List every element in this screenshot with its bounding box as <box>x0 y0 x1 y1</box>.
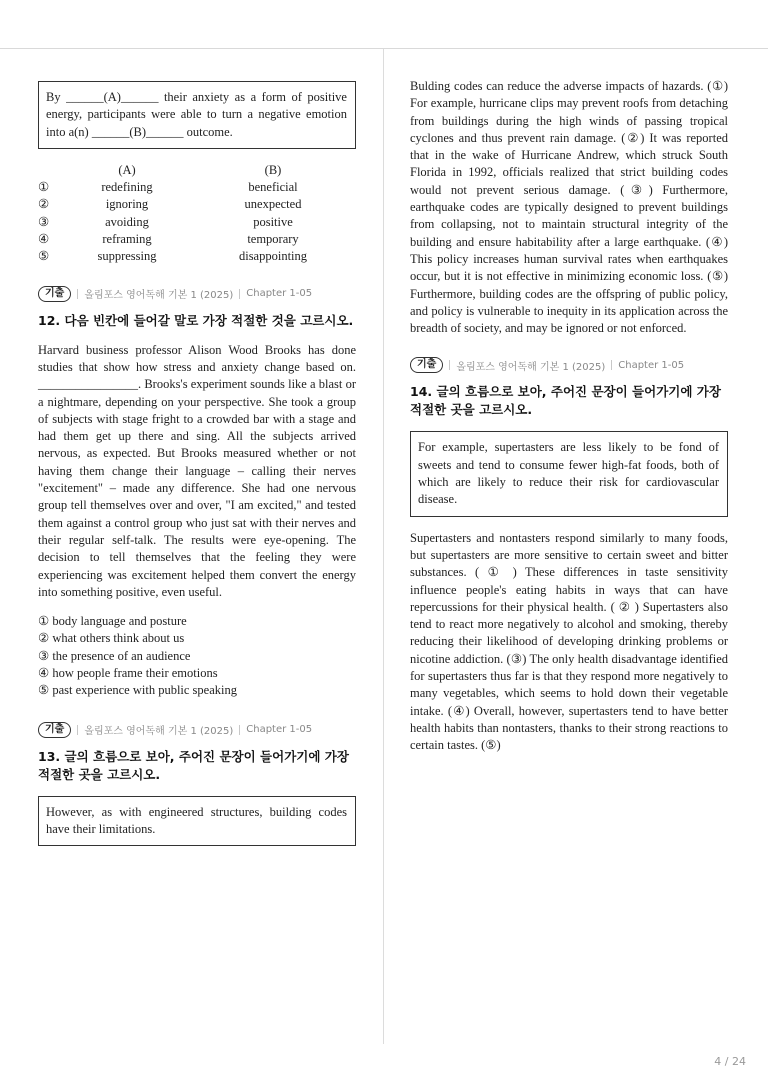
option-a: suppressing <box>97 249 157 264</box>
option-b: unexpected <box>244 197 302 212</box>
choice-item[interactable]: ① body language and posture <box>38 614 187 629</box>
column-divider <box>383 49 384 1044</box>
q13-source-tag <box>38 722 356 738</box>
source-chapter: Chapter 1-05 <box>246 288 313 300</box>
header-a: (A) <box>118 162 136 177</box>
option-a: reframing <box>102 232 152 247</box>
option-number: ④ <box>38 232 50 247</box>
separator <box>611 360 612 370</box>
source-book: 올림포스 영어독해 기본 1 (2025) <box>84 290 234 302</box>
separator <box>77 289 78 299</box>
header-divider <box>0 48 768 49</box>
given-sentence: For example, supertasters are less likely to be fond of sweets and tend to consume fewer high-fat foods, both of which are likely to reduce their risk for cardiovascular disease. <box>418 440 719 507</box>
q14-given-sentence-box <box>410 431 728 516</box>
option-b: disappointing <box>238 249 308 264</box>
option-number: ③ <box>38 214 50 229</box>
choice-item[interactable]: ③ the presence of an audience <box>38 648 191 663</box>
separator <box>449 360 450 370</box>
source-chapter: Chapter 1-05 <box>618 359 685 371</box>
choice-item[interactable]: ② what others think about us <box>38 631 185 646</box>
separator <box>77 725 78 735</box>
separator <box>239 725 240 735</box>
given-sentence: However, as with engineered structures, building codes have their limitations. <box>46 804 347 836</box>
option-row[interactable] <box>38 179 356 196</box>
header-b: (B) <box>264 162 282 177</box>
option-a: avoiding <box>105 214 149 229</box>
option-a: ignoring <box>105 197 149 212</box>
option-row[interactable] <box>38 248 356 265</box>
source-book: 올림포스 영어독해 기본 1 (2025) <box>84 726 234 738</box>
q13-given-sentence-box <box>38 796 356 847</box>
option-b: beneficial <box>248 180 298 195</box>
option-row[interactable] <box>38 214 356 231</box>
q14-source-tag <box>410 357 728 373</box>
option-number: ① <box>38 180 50 195</box>
past-exam-badge: 기출 <box>38 722 71 738</box>
page-number: 4 / 24 <box>714 1055 746 1068</box>
source-book: 올림포스 영어독해 기본 1 (2025) <box>456 361 606 373</box>
q12-choices <box>38 613 356 699</box>
option-row[interactable] <box>38 231 356 248</box>
choice-item[interactable]: ⑤ past experience with public speaking <box>38 683 237 698</box>
q13-title: 13. 글의 흐름으로 보아, 주어진 문장이 들어가기에 가장 적절한 곳을 고르시오. <box>38 748 349 782</box>
option-number: ⑤ <box>38 249 50 264</box>
q12-title: 12. 다음 빈칸에 들어갈 말로 가장 적절한 것을 고르시오. <box>38 312 354 328</box>
option-number: ② <box>38 197 50 212</box>
summary-text: By ______(A)______ their anxiety as a form of positive energy, participants were able to turn a negative emotion into a(n) ______(B)______ outcome. <box>46 90 347 139</box>
left-column <box>38 78 356 846</box>
source-chapter: Chapter 1-05 <box>246 724 313 736</box>
answer-options-table <box>38 162 356 266</box>
q14-title: 14. 글의 흐름으로 보아, 주어진 문장이 들어가기에 가장 적절한 곳을 고르시오. <box>410 384 721 418</box>
option-b: temporary <box>247 232 299 247</box>
right-column <box>410 78 728 755</box>
q14-passage: Supertasters and nontasters respond similarly to many foods, but supertasters are more sensitive to certain sweet and bitter substances. ( ① ) These differences in taste sensitivity influence people's eating habits in ways that can have repercussions for their physical health. ( ② ) Supertasters also tend to react more negatively to alcohol and smoking, thereby reducing their likelihood of developing drinking problems or nicotine addiction. (③) The only health disadvantage identified for supertasters thus far is that they respond more negatively to many vegetables, which seems to hold down their vegetable intake. (④) Overall, however, supertasters tend to have better health habits than nontasters, thanks to their strong reactions to certain tastes. (⑤) <box>410 530 728 753</box>
option-a: redefining <box>101 180 153 195</box>
q13-passage: Bulding codes can reduce the adverse impacts of hazards. (①) For example, hurricane clips may prevent roofs from detaching from buildings during the high winds of passing tropical cyclones and thus prevent rain damage. (②) It was reported that in the wake of Hurricane Andrew, which struck South Florida in 1992, officials realized that strict building codes would not prevent serious damage. (③) Furthermore, earthquake codes are typically designed to prevent buildings from collapsing, not to maintain structural integrity of the building and ensure habitability after a large earthquake. (④) This policy increases human survival rates when earthquakes occur, but it is not effective in minimizing economic loss. (⑤) Furthermore, building codes are the offspring of public policy, and policy is vulnerable to inequity in its application across the breadth of society, and may be ignored or not enforced. <box>410 79 728 336</box>
q12-source-tag <box>38 286 356 302</box>
past-exam-badge: 기출 <box>410 357 443 373</box>
q12-passage: Harvard business professor Alison Wood Brooks has done studies that show how stress and anxiety change based on. ________________. Brooks's experiment sounds like a blast or a nightmare, depending on your perspective. She took a group of subjects with stage fright to a crowded bar with a stage and had them get up there and sing. All the subjects arrived nervous, as expected. But Brooks measured whether or not having them change their language – calling their nerves "excitement" – made any difference. She had one nervous group tell themselves over and over, "I am excited," and tested them against a control group who just sat with their nerves and their regular self-talk. The results were eye-opening. The decision to tell themselves that the feeling they were experiencing was excitement helped them convert the energy into something positive, even useful. <box>38 342 356 599</box>
summary-box <box>38 81 356 149</box>
option-row[interactable] <box>38 196 356 213</box>
choice-item[interactable]: ④ how people frame their emotions <box>38 666 218 681</box>
separator <box>239 289 240 299</box>
past-exam-badge: 기출 <box>38 286 71 302</box>
options-header-row <box>38 162 356 179</box>
option-b: positive <box>253 214 293 229</box>
